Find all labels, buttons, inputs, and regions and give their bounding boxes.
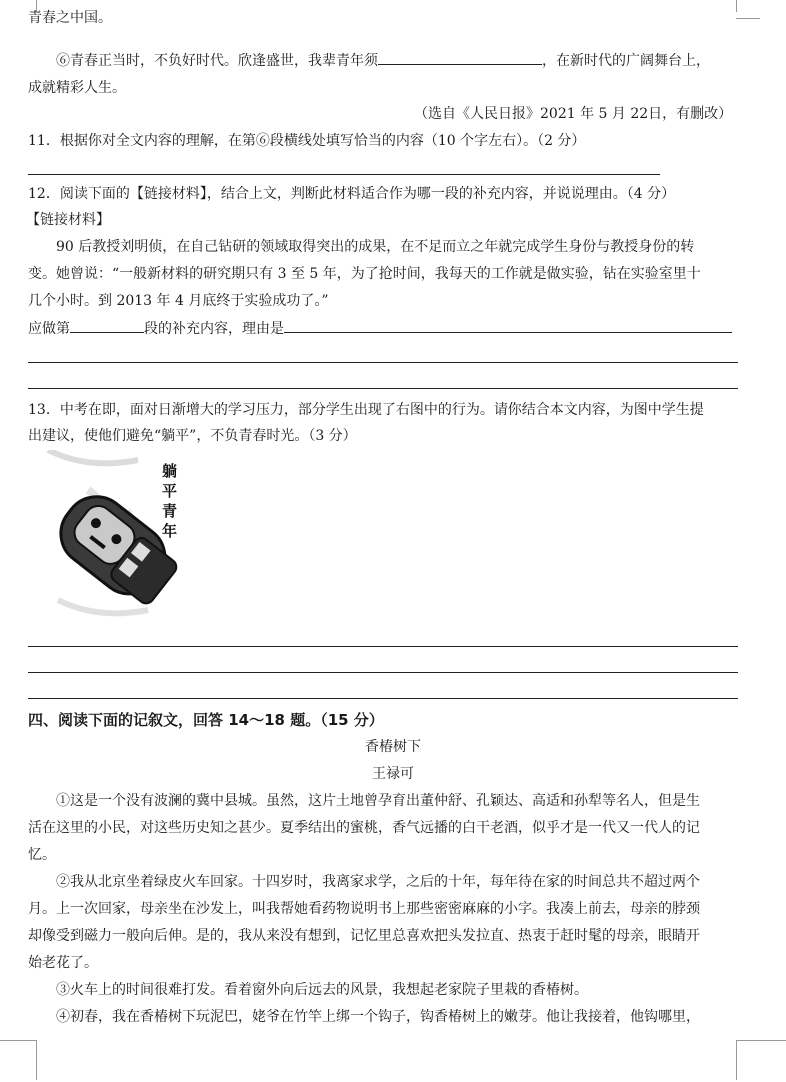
question-13: 13．中考在即，面对日渐增大的学习压力，部分学生出现了右图中的行为。请你结合本文内容，为图中学生提 — [28, 402, 704, 418]
crop-mark — [736, 18, 760, 19]
story-paragraph-2: ②我从北京坐着绿皮火车回家。十四岁时，我离家求学，之后的十年，每年待在家的时间总共不超过两个 — [56, 874, 700, 890]
story-paragraph-4: ④初春，我在香椿树下玩泥巴，姥爷在竹竿上绑一个钩子，钩香椿树上的嫩芽。他让我接着，他钩哪里， — [56, 1009, 700, 1025]
answer-line[interactable] — [28, 698, 738, 699]
answer-line[interactable] — [28, 174, 660, 175]
text-segment: ⑥青春正当时，不负好时代。欣逢盛世，我辈青年须 — [56, 53, 378, 69]
crop-mark — [736, 1040, 786, 1041]
crop-mark — [24, 1040, 37, 1080]
story-paragraph-2: 始老花了。 — [28, 955, 98, 971]
crop-mark — [736, 1040, 749, 1080]
answer-line[interactable] — [28, 646, 738, 647]
text-line: 青春之中国。 — [28, 10, 112, 26]
question-11: 11．根据你对全文内容的理解，在第⑥段横线处填写恰当的内容（10 个字左右）。（2 分） — [28, 133, 586, 149]
text-segment: 应做第 — [28, 321, 70, 337]
story-paragraph-1: 忆。 — [28, 847, 56, 863]
cartoon-caption: 躺 平 青 年 — [162, 462, 178, 540]
fill-in-blank[interactable] — [378, 50, 542, 65]
text-line: 成就精彩人生。 — [28, 80, 126, 96]
fill-in-blank[interactable] — [284, 318, 732, 333]
fill-in-blank[interactable] — [70, 318, 144, 333]
story-paragraph-3: ③火车上的时间很难打发。看着窗外向后远去的风景，我想起老家院子里栽的香椿树。 — [56, 982, 588, 998]
text-segment: ，在新时代的广阔舞台上， — [542, 53, 710, 69]
crop-mark — [736, 0, 757, 12]
link-material-title: 【链接材料】 — [26, 212, 110, 228]
answer-line[interactable] — [28, 388, 738, 389]
question-12: 12．阅读下面的【链接材料】，结合上文，判断此材料适合作为哪一段的补充内容，并说说理由。（4 分） — [28, 186, 676, 202]
text-segment: 段的补充内容，理由是 — [144, 321, 284, 337]
section-4-heading: 四、阅读下面的记叙文，回答 14～18 题。（15 分） — [28, 711, 384, 729]
story-paragraph-2: 却像受到磁力一般向后伸。是的，我从来没有想到，记忆里总喜欢把头发拉直、热衷于赶时髦的母亲，眼睛开 — [28, 928, 700, 944]
answer-line[interactable] — [28, 672, 738, 673]
tangping-cartoon-image — [28, 450, 198, 630]
story-paragraph-2: 月。上一次回家，母亲坐在沙发上，叫我帮她看药物说明书上那些密密麻麻的小字。我凑上前去，母亲的脖颈 — [28, 901, 700, 917]
story-author: 王禄可 — [372, 766, 414, 782]
answer-12-line — [28, 318, 732, 339]
story-paragraph-1: ①这是一个没有波澜的冀中县城。虽然，这片土地曾孕育出董仲舒、孔颖达、高适和孙犁等名人，但是生 — [56, 793, 700, 809]
answer-line[interactable] — [28, 362, 738, 363]
crop-mark — [0, 1040, 36, 1041]
link-material-line: 变。她曾说：“一般新材料的研究期只有 3 至 5 年，为了抢时间，我每天的工作就是做实验，钻在实验室里十 — [28, 266, 701, 282]
story-title: 香椿树下 — [365, 739, 421, 755]
link-material-line: 几个小时。到 2013 年 4 月底终于实验成功了。” — [28, 293, 329, 309]
story-paragraph-1: 活在这里的小民，对这些历史知之甚少。夏季结出的蜜桃，香气远播的白干老酒，似乎才是一代又一代人的记 — [28, 820, 700, 836]
question-13: 出建议，使他们避免“躺平”，不负青春时光。（3 分） — [28, 428, 357, 444]
link-material-line: 90 后教授刘明侦，在自己钻研的领域取得突出的成果，在不足而立之年就完成学生身份与教授身份的转 — [56, 239, 695, 255]
source-citation: （选自《人民日报》2021 年 5 月 22日，有删改） — [414, 106, 733, 122]
paragraph-6-line — [56, 50, 710, 71]
